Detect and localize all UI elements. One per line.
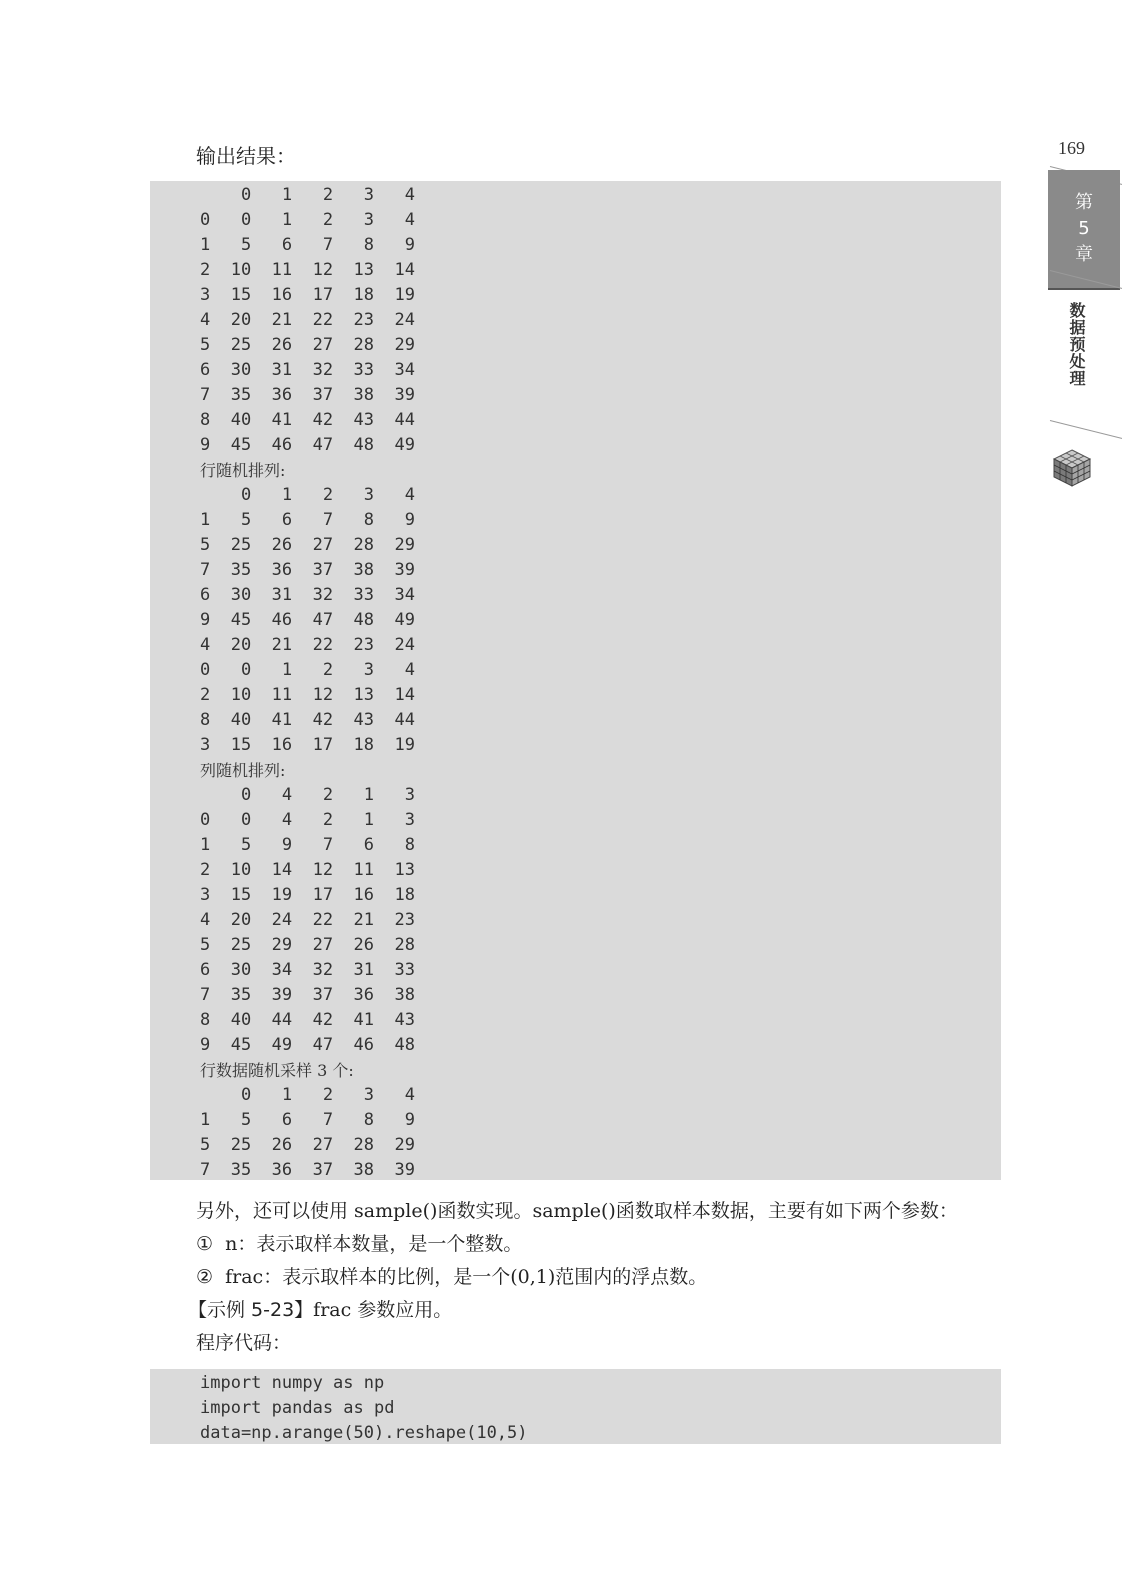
output-row: 0 4 2 1 3 xyxy=(200,785,415,805)
output-row: 7 35 36 37 38 39 xyxy=(200,560,415,580)
example-text: frac 参数应用。 xyxy=(313,1299,453,1321)
code-line: data=np.arange(50).reshape(10,5) xyxy=(200,1423,528,1443)
output-row: 0 1 2 3 4 xyxy=(200,1085,415,1105)
example-label: 【示例 5-23】 xyxy=(188,1299,314,1321)
output-row: 0 0 4 2 1 3 xyxy=(200,810,415,830)
chapter-tab-line: 章 xyxy=(1075,244,1093,265)
param-n-item: ① n：表示取样本数量，是一个整数。 xyxy=(196,1233,523,1255)
output-row: 5 25 26 27 28 29 xyxy=(200,535,415,555)
output-row: 7 35 36 37 38 39 xyxy=(200,1160,415,1180)
code-line: import pandas as pd xyxy=(200,1398,395,1418)
output-row: 7 35 36 37 38 39 xyxy=(200,385,415,405)
output-row: 2 10 14 12 11 13 xyxy=(200,860,415,880)
output-row: 8 40 44 42 41 43 xyxy=(200,1010,415,1030)
output-row: 6 30 34 32 31 33 xyxy=(200,960,415,980)
output-row: 9 45 46 47 48 49 xyxy=(200,610,415,630)
margin-rule xyxy=(1050,420,1122,439)
output-row: 1 5 6 7 8 9 xyxy=(200,235,415,255)
rubiks-cube-icon xyxy=(1050,446,1094,490)
chapter-tab-line: 5 xyxy=(1078,218,1090,239)
output-row: 5 25 26 27 28 29 xyxy=(200,335,415,355)
output-row: 1 5 6 7 8 9 xyxy=(200,1110,415,1130)
output-row: 9 45 49 47 46 48 xyxy=(200,1035,415,1055)
output-row: 4 20 21 22 23 24 xyxy=(200,310,415,330)
chapter-tab-line: 第 xyxy=(1075,192,1093,213)
output-row: 0 1 2 3 4 xyxy=(200,485,415,505)
page-number: 169 xyxy=(1058,138,1085,158)
output-row: 2 10 11 12 13 14 xyxy=(200,260,415,280)
sample-intro: 另外，还可以使用 sample()函数实现。sample()函数取样本数据，主要有如下两个参数： xyxy=(196,1200,958,1222)
output-row: 9 45 46 47 48 49 xyxy=(200,435,415,455)
output-caption: 行随机排列: xyxy=(200,461,286,480)
chapter-title: 数据预处理 xyxy=(1067,302,1086,387)
output-row: 1 5 9 7 6 8 xyxy=(200,835,415,855)
code-label: 程序代码： xyxy=(196,1332,292,1354)
output-row: 4 20 21 22 23 24 xyxy=(200,635,415,655)
output-row: 1 5 6 7 8 9 xyxy=(200,510,415,530)
output-row: 0 0 1 2 3 4 xyxy=(200,210,415,230)
output-caption: 行数据随机采样 3 个: xyxy=(200,1061,354,1080)
output-row: 3 15 16 17 18 19 xyxy=(200,285,415,305)
code-line: import numpy as np xyxy=(200,1373,385,1393)
output-row: 8 40 41 42 43 44 xyxy=(200,710,415,730)
output-row: 2 10 11 12 13 14 xyxy=(200,685,415,705)
output-row: 0 0 1 2 3 4 xyxy=(200,660,415,680)
output-row: 6 30 31 32 33 34 xyxy=(200,585,415,605)
output-row: 3 15 16 17 18 19 xyxy=(200,735,415,755)
output-row: 6 30 31 32 33 34 xyxy=(200,360,415,380)
output-row: 7 35 39 37 36 38 xyxy=(200,985,415,1005)
example-title xyxy=(188,1296,452,1324)
output-row: 8 40 41 42 43 44 xyxy=(200,410,415,430)
output-row: 4 20 24 22 21 23 xyxy=(200,910,415,930)
output-row: 3 15 19 17 16 18 xyxy=(200,885,415,905)
output-row: 5 25 26 27 28 29 xyxy=(200,1135,415,1155)
output-row: 5 25 29 27 26 28 xyxy=(200,935,415,955)
output-caption: 列随机排列: xyxy=(200,761,286,780)
output-heading: 输出结果： xyxy=(196,144,296,168)
param-frac-item: ② frac：表示取样本的比例，是一个(0,1)范围内的浮点数。 xyxy=(196,1266,708,1288)
output-row: 0 1 2 3 4 xyxy=(200,185,415,205)
